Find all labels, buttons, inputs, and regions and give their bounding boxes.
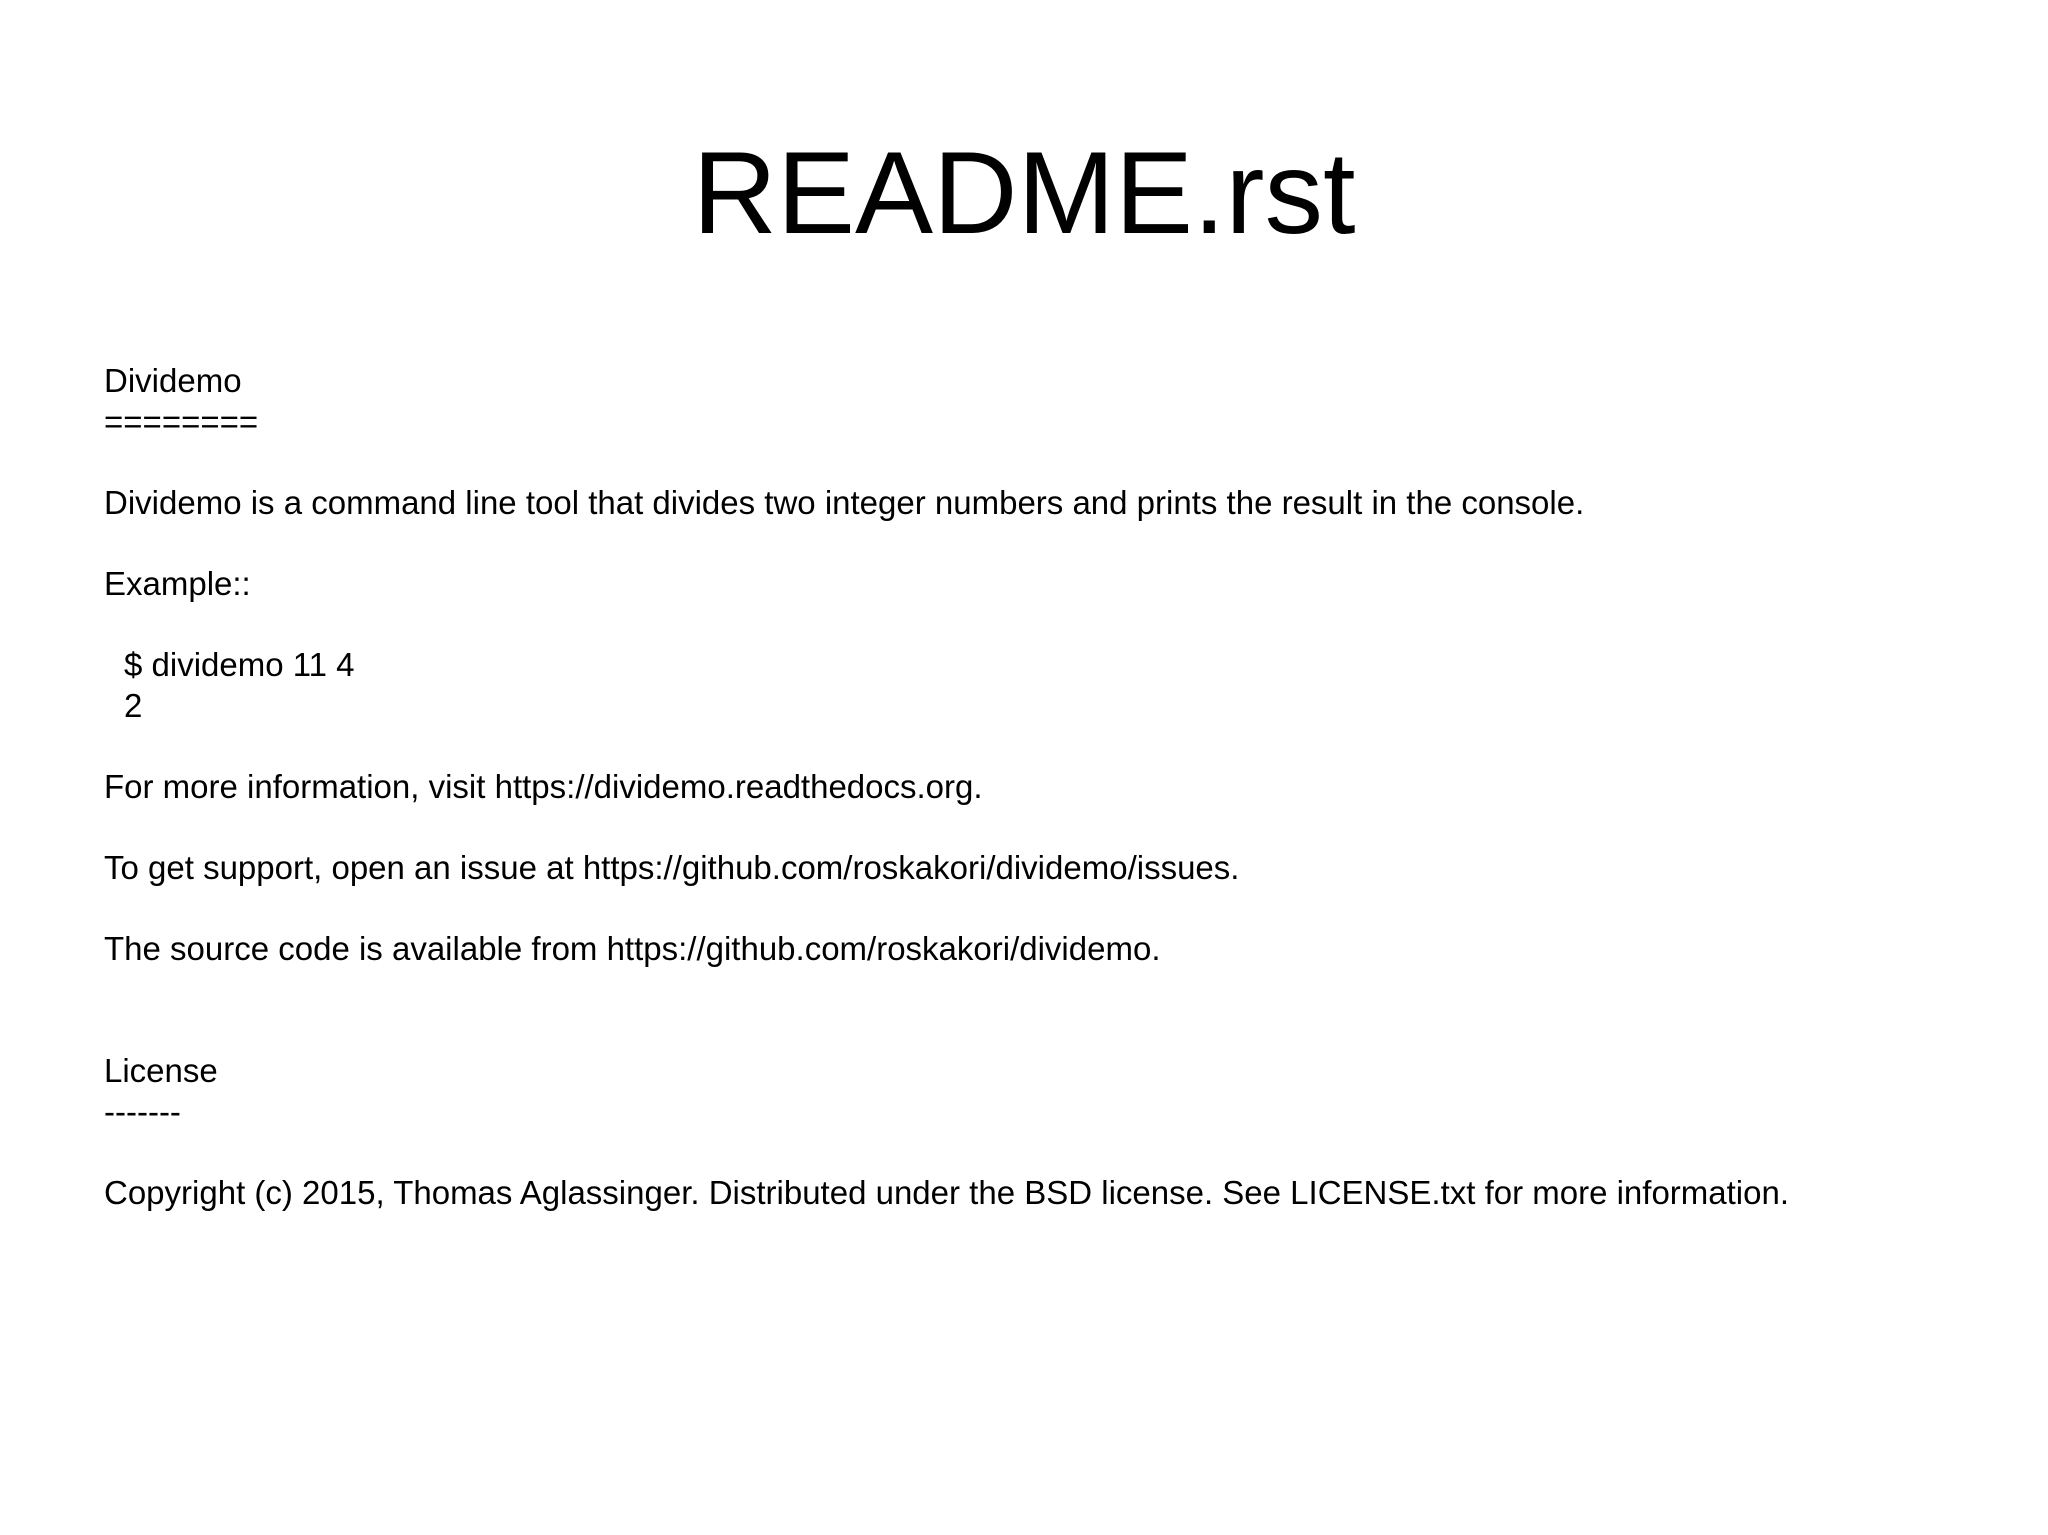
example-command: $ dividemo 11 4 [124, 646, 355, 684]
blank-line [104, 889, 2004, 930]
blank-line [104, 523, 2004, 564]
heading-underline: ======== [104, 402, 259, 440]
heading-dividemo: Dividemo [104, 362, 242, 399]
blank-line [104, 1132, 2004, 1173]
copyright-line: Copyright (c) 2015, Thomas Aglassinger. Distributed under the BSD license. See LICENSE.txt for more information. [104, 1173, 1790, 1211]
document-title: README.rst [692, 127, 1356, 258]
blank-line [104, 970, 2004, 1011]
license-underline: ------- [104, 1092, 181, 1130]
blank-line [104, 605, 2004, 646]
document-body [104, 361, 2004, 1213]
example-output: 2 [124, 686, 143, 724]
heading-license: License [104, 1052, 218, 1090]
source-info-line: The source code is available from https://github.com/roskakori/dividemo. [104, 930, 1161, 968]
blank-line [104, 808, 2004, 849]
docs-info-line: For more information, visit https://dividemo.readthedocs.org. [104, 767, 983, 805]
blank-line [104, 726, 2004, 767]
blank-line [104, 1011, 2004, 1052]
example-label: Example:: [104, 564, 251, 602]
support-info-line: To get support, open an issue at https://github.com/roskakori/dividemo/issues. [104, 849, 1240, 887]
description-paragraph: Dividemo is a command line tool that divides two integer numbers and prints the result in the console. [104, 483, 1585, 521]
blank-line [104, 442, 2004, 483]
